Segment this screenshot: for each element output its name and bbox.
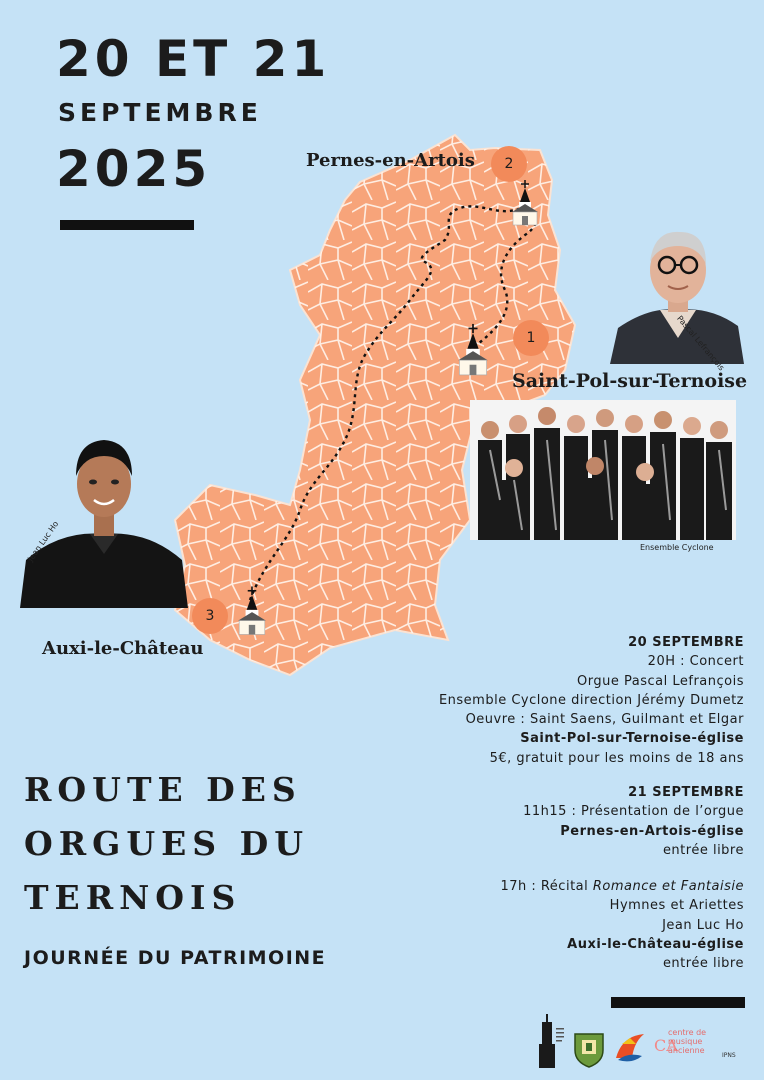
logo4-line-3: ancienne [668, 1046, 705, 1055]
day1-works: Oeuvre : Saint Saens, Guilmant et Elgar [465, 712, 744, 728]
program-day-1 [439, 633, 744, 768]
day2-hymns: Hymnes et Ariettes [609, 898, 744, 914]
logo4-mark: CA [654, 1036, 678, 1055]
logo4-line-1: centre de [668, 1028, 707, 1037]
region-logo-icon [612, 1030, 648, 1066]
marker-1: 1 [513, 320, 549, 356]
ensemble-photo [470, 400, 736, 540]
music-centre-logo [654, 1028, 716, 1066]
footer-divider [611, 997, 745, 1008]
day2-venue1: Pernes-en-Artois-église [560, 823, 744, 839]
organist-caption: Pascal Lefrançois [675, 314, 727, 373]
title-line-2: ORGUES DU [24, 824, 309, 863]
day1-ensemble: Ensemble Cyclone direction Jérémy Dumetz [438, 692, 744, 708]
place-auxi: Auxi-le-Château [42, 638, 204, 659]
day1-heading: 20 SEPTEMBRE [628, 635, 744, 650]
day2-time2-prefix: 17h : Récital [500, 879, 593, 894]
title-line-3: TERNOIS [24, 878, 242, 917]
day2-venue2: Auxi-le-Château-église [567, 936, 744, 952]
church-icon [456, 322, 490, 378]
marker-3: 3 [192, 598, 228, 634]
program-day-2 [523, 783, 744, 860]
event-month: SEPTEMBRE [58, 98, 262, 127]
day1-time: 20H : Concert [647, 654, 744, 670]
day2-entry1: entrée libre [662, 842, 744, 858]
church-icon [510, 180, 540, 226]
day2-time2 [500, 877, 744, 896]
ensemble-caption: Ensemble Cyclone [640, 543, 714, 552]
title-subtitle: JOURNÉE DU PATRIMOINE [24, 947, 327, 969]
event-year: 2025 [56, 140, 212, 198]
logo4-line-2: musique [668, 1037, 703, 1046]
day2-entry2: entrée libre [662, 956, 744, 972]
coat-of-arms-logo-icon [572, 1030, 606, 1068]
organist-photo [610, 218, 744, 364]
day1-venue: Saint-Pol-sur-Ternoise-église [520, 731, 744, 747]
day2-heading: 21 SEPTEMBRE [628, 785, 744, 800]
performer-caption: Jean Luc Ho [26, 519, 61, 564]
day1-price: 5€, gratuit pour les moins de 18 ans [489, 750, 744, 766]
day2-recital-title: Romance et Fantaisie [592, 879, 744, 894]
logo4-text [668, 1028, 706, 1055]
church-icon [236, 584, 268, 638]
day1-organ: Orgue Pascal Lefrançois [577, 673, 744, 689]
performer-photo [20, 430, 188, 608]
program-day-2-recital [500, 877, 744, 973]
title-line-1: ROUTE DES [24, 770, 302, 809]
ipns-mark: IPNS [722, 1052, 736, 1059]
place-saint-pol: Saint-Pol-sur-Ternoise [512, 370, 748, 392]
place-pernes: Pernes-en-Artois [306, 150, 475, 171]
event-dates: 20 ET 21 [56, 30, 331, 88]
day2-performer: Jean Luc Ho [662, 917, 744, 933]
bell-tower-logo-icon [536, 1014, 566, 1068]
marker-2: 2 [491, 146, 527, 182]
day2-time1: 11h15 : Présentation de l’orgue [523, 804, 744, 820]
